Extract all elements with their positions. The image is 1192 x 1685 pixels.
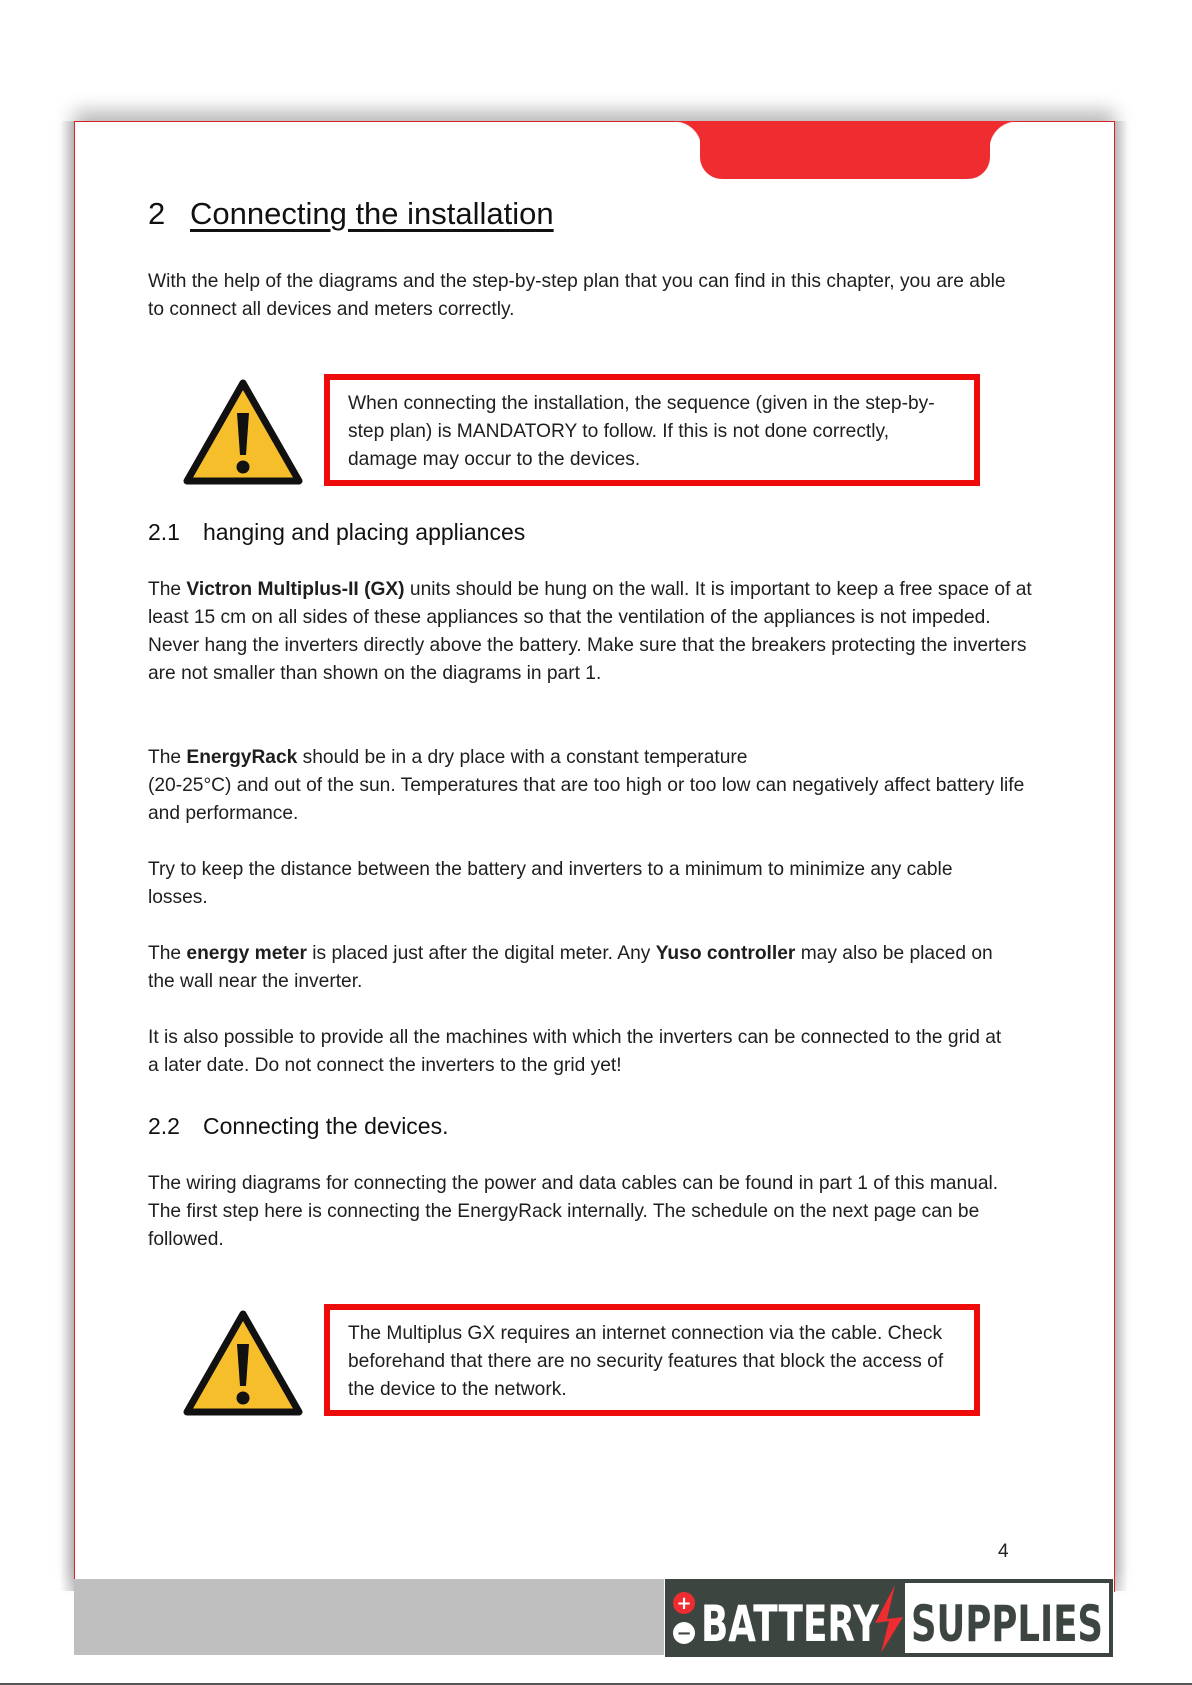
bold-term: Victron Multiplus-II (GX) [186,579,405,600]
svg-text:−: − [676,1623,692,1644]
chapter-heading [148,196,554,232]
text-run: may also be placed on the wall near the inverter. [148,943,993,992]
svg-text:+: + [676,1593,692,1614]
section-number: 2.1 [148,519,180,545]
text-run: is placed just after the digital meter. Any [306,943,656,964]
intro-paragraph: With the help of the diagrams and the step-by-step plan that you can find in this chapter, you are able to connect all devices and meters correctly. [148,271,1006,320]
section-title: hanging and placing appliances [203,519,526,545]
paragraph-multiplus [148,576,1033,688]
text-run: The [148,747,187,768]
svg-text:SUPPLIES: SUPPLIES [911,1595,1103,1653]
section-title: Connecting the devices. [203,1113,449,1139]
warning-text-sequence: When connecting the installation, the sequence (given in the step-by-step plan) is MANDATORY to follow. If this is not done correctly, damage may occur to the devices. [348,393,935,470]
text-run: units should be hung on the wall. It is important to keep a free space of at least 15 cm on all sides of these appliances so that the ventilation of the appliances is not impeded. Never hang the inverters directly above the battery. Make sure that the breakers protecting the inverters are not smaller than shown on the diagrams in part 1. [148,579,1032,684]
section-heading-2-1 [148,519,525,546]
warning-triangle-icon [181,1308,305,1418]
section-heading-2-2 [148,1113,449,1140]
paragraph-wiring: The wiring diagrams for connecting the power and data cables can be found in part 1 of this manual. The first step here is connecting the EnergyRack internally. The schedule on the next page can be followed. [148,1173,999,1250]
chapter-number: 2 [148,196,166,231]
text-run: should be in a dry place with a constant temperature [297,747,748,768]
frame-shadow-right [1114,121,1128,1591]
warning-triangle-icon [181,377,305,487]
header-tab-corner-left [674,121,702,149]
text-run: (20-25°C) and out of the sun. Temperatures that are too high or too low can negatively affect battery life and performance. [148,775,1025,824]
text-run: The [148,579,187,600]
battery-supplies-logo [665,1579,1113,1657]
warning-box-sequence [324,374,980,486]
paragraph-energyrack [148,744,1033,828]
svg-text:BATTERY: BATTERY [701,1595,880,1653]
header-tab-corner-right [989,121,1017,149]
bold-term: EnergyRack [186,747,298,768]
footer-gray-bar [74,1579,664,1655]
paragraph-grid: It is also possible to provide all the machines with which the inverters can be connected to the grid at a later date. Do not connect the inverters to the grid yet! [148,1027,1002,1076]
section-number: 2.2 [148,1113,180,1139]
paragraph-energy-meter [148,940,1008,996]
frame-shadow-left [60,121,74,1591]
warning-text-internet: The Multiplus GX requires an internet connection via the cable. Check beforehand that there are no security features that block the access of the device to the network. [348,1323,944,1400]
text-run: The [148,943,187,964]
paragraph-distance: Try to keep the distance between the battery and inverters to a minimum to minimize any cable losses. [148,859,953,908]
header-tab [700,121,990,179]
bold-term: Yuso controller [655,943,796,964]
bold-term: energy meter [186,943,307,964]
page-number: 4 [998,1541,1009,1562]
chapter-title: Connecting the installation [190,196,554,231]
warning-box-internet [324,1304,980,1416]
